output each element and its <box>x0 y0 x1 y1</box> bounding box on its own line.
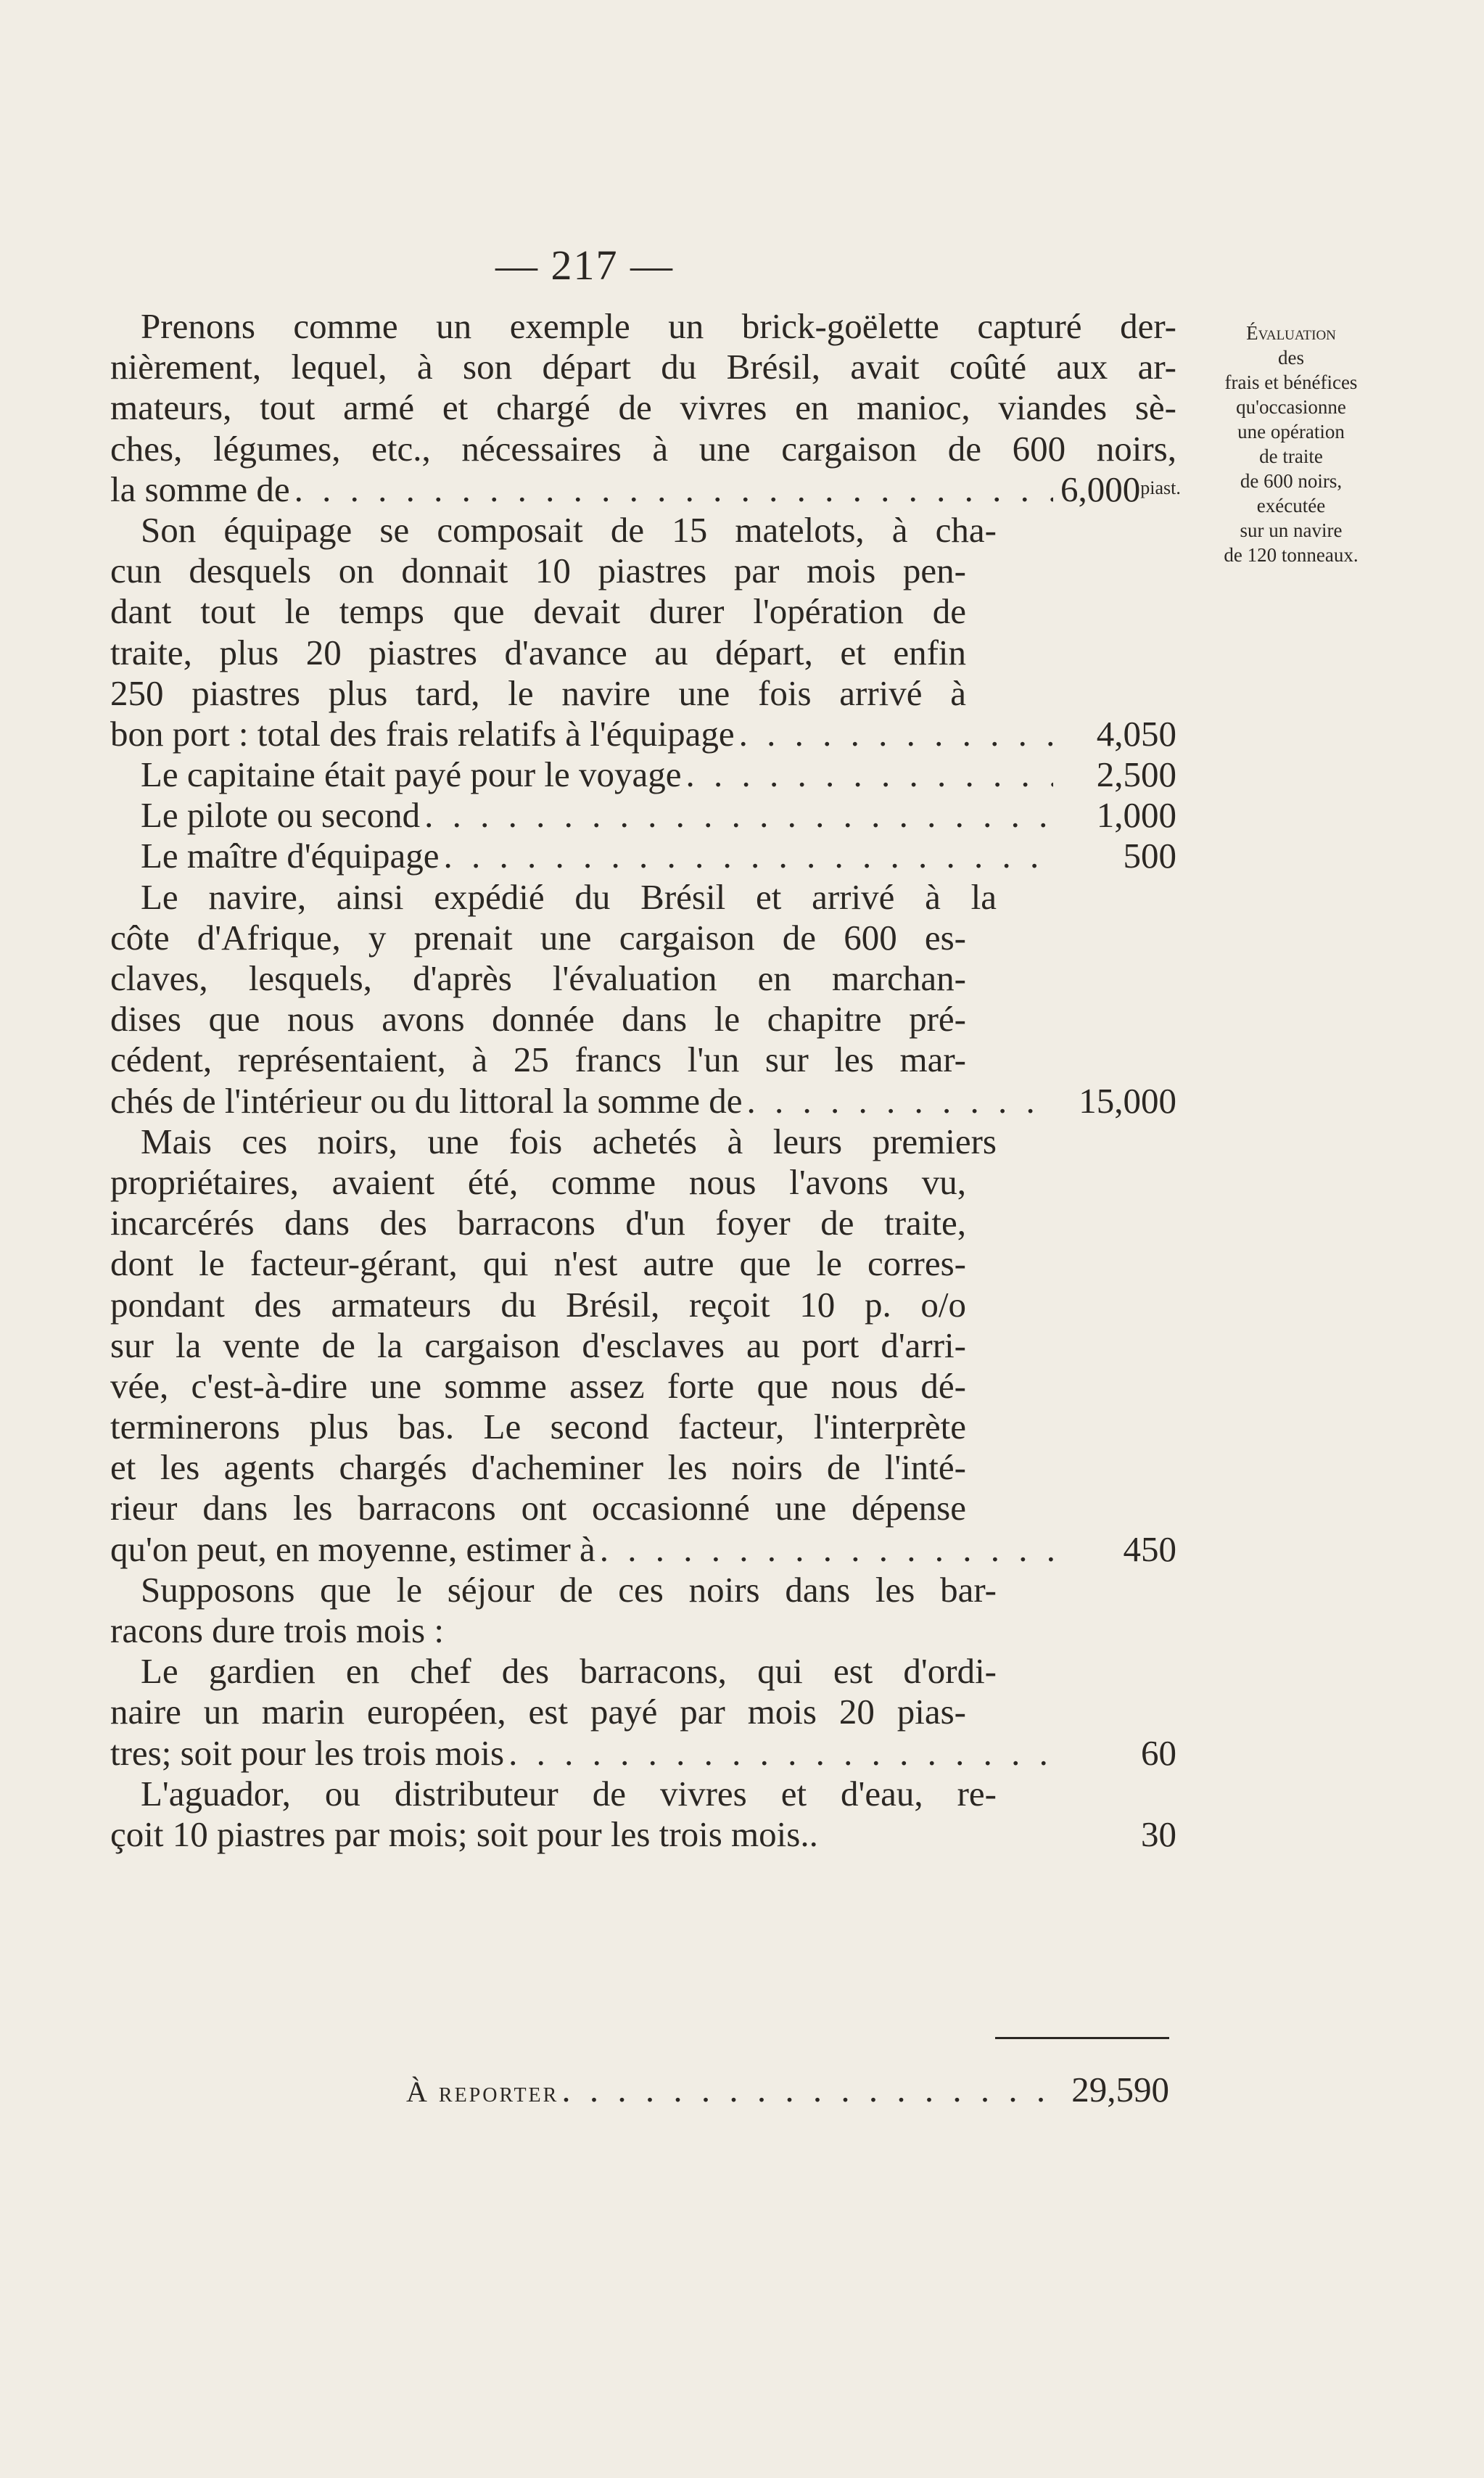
entry-amount: 15,000 <box>1079 1080 1176 1121</box>
body-text <box>110 306 1181 1855</box>
text-line: sur la vente de la cargaison d'esclaves au port d'arri- <box>110 1325 966 1365</box>
leader-dots <box>735 714 1053 754</box>
text-line: rieur dans les barracons ont occasionné une dépense <box>110 1488 966 1528</box>
text-line: naire un marin européen, est payé par mois 20 pias- <box>110 1692 966 1732</box>
ledger-entry <box>110 1081 1176 1121</box>
text-line: traite, plus 20 piastres d'avance au départ, et enfin <box>110 632 966 672</box>
text-line: Prenons comme un exemple un brick-goëlette capturé der- <box>141 306 1176 346</box>
margin-note-line: qu'occasionne <box>1236 396 1346 418</box>
ledger-entry <box>110 754 1176 795</box>
text-line: Le gardien en chef des barracons, qui est d'ordi- <box>141 1651 997 1692</box>
leader-dots <box>420 795 1053 836</box>
amount-value: 6,000 <box>1060 469 1141 509</box>
entry-amount <box>1060 469 1181 510</box>
carry-forward-total <box>406 2069 1169 2110</box>
entry-amount: 4,050 <box>1096 713 1176 754</box>
text-line: pondant des armateurs du Brésil, reçoit 10 p. o/o <box>110 1284 966 1325</box>
text-line: vée, c'est-à-dire une somme assez forte que nous dé- <box>110 1365 966 1406</box>
text-line: côte d'Afrique, y prenait une cargaison de 600 es- <box>110 917 966 958</box>
leader-dots <box>504 1733 1053 1774</box>
margin-note-line: de 120 tonneaux. <box>1224 544 1359 566</box>
text-line: incarcérés dans des barracons d'un foyer de traite, <box>110 1203 966 1243</box>
margin-note-line: de traite <box>1259 445 1323 467</box>
leader-dots <box>743 1081 1053 1121</box>
entry-amount: 30 <box>1141 1814 1176 1854</box>
text-line: mateurs, tout armé et chargé de vivres en manioc, viandes sè- <box>110 387 1176 428</box>
text-line: Supposons que le séjour de ces noirs dans les bar- <box>141 1569 997 1610</box>
text-line: Son équipage se composait de 15 matelots, à cha- <box>141 509 997 550</box>
entry-amount: 60 <box>1141 1732 1176 1773</box>
carry-forward-amount: 29,590 <box>1071 2070 1169 2109</box>
margin-note-line: frais et bénéfices <box>1224 371 1358 393</box>
entry-label: bon port : total des frais relatifs à l'équipage <box>110 713 735 754</box>
leader-dots <box>290 469 1053 510</box>
entry-amount: 1,000 <box>1096 795 1176 836</box>
text-line: 250 piastres plus tard, le navire une fois arrivé à <box>110 672 966 713</box>
text-line: racons dure trois mois : <box>110 1610 444 1650</box>
entry-label: qu'on peut, en moyenne, estimer à <box>110 1528 595 1569</box>
entry-amount: 450 <box>1123 1528 1176 1569</box>
margin-note-line: exécutée <box>1256 495 1326 516</box>
entry-label: Le maître d'équipage <box>141 836 440 876</box>
margin-note-line: des <box>1278 347 1304 369</box>
page-number: — 217 — <box>495 242 674 289</box>
entry-label: la somme de <box>110 469 290 509</box>
margin-note-line: Évaluation <box>1246 322 1336 344</box>
text-line: propriétaires, avaient été, comme nous l'avons vu, <box>110 1161 966 1202</box>
carry-forward-label: À reporter <box>406 2075 559 2108</box>
margin-note-line: sur un navire <box>1240 519 1343 541</box>
text-line: terminerons plus bas. Le second facteur, l'interprète <box>110 1407 966 1447</box>
text-line: ches, légumes, etc., nécessaires à une cargaison de 600 noirs, <box>110 428 1176 469</box>
margin-note <box>1204 321 1378 567</box>
entry-label: tres; soit pour les trois mois <box>110 1732 505 1773</box>
margin-note-line: une opération <box>1237 421 1345 442</box>
ledger-entry <box>110 1814 1176 1855</box>
ledger-entry <box>110 795 1176 836</box>
ledger-entry <box>110 469 1181 510</box>
margin-note-line: de 600 noirs, <box>1240 470 1343 492</box>
text-line: cédent, représentaient, à 25 francs l'un sur les mar- <box>110 1040 966 1080</box>
amount-unit: piast. <box>1140 477 1181 498</box>
text-line: dont le facteur-gérant, qui n'est autre que le corres- <box>110 1243 966 1284</box>
leader-dots <box>558 2069 1046 2110</box>
ledger-entry <box>110 714 1176 754</box>
ledger-entry <box>110 1733 1176 1774</box>
text-line: claves, lesquels, d'après l'évaluation en marchan- <box>110 958 966 998</box>
entry-label: chés de l'intérieur ou du littoral la somme de <box>110 1080 743 1121</box>
text-line: L'aguador, ou distributeur de vivres et d'eau, re- <box>141 1773 997 1814</box>
text-line: dises que nous avons donnée dans le chapitre pré- <box>110 999 966 1040</box>
ledger-entry <box>110 1529 1176 1570</box>
leader-dots <box>682 754 1053 795</box>
text-line: cun desquels on donnait 10 piastres par mois pen- <box>110 551 966 591</box>
entry-label: Le capitaine était payé pour le voyage <box>141 754 682 795</box>
entry-amount: 500 <box>1123 836 1176 876</box>
text-line: Le navire, ainsi expédié du Brésil et arrivé à la <box>141 876 997 917</box>
ledger-entry <box>110 836 1176 876</box>
sum-rule <box>995 2037 1169 2039</box>
text-line: nièrement, lequel, à son départ du Brésil, avait coûté aux ar- <box>110 347 1176 387</box>
leader-dots <box>440 836 1053 876</box>
text-line: Mais ces noirs, une fois achetés à leurs premiers <box>141 1121 997 1161</box>
text-line: et les agents chargés d'acheminer les noirs de l'inté- <box>110 1447 966 1488</box>
entry-label: çoit 10 piastres par mois; soit pour les trois mois.. <box>110 1814 818 1854</box>
entry-label: Le pilote ou second <box>141 795 421 836</box>
text-line: dant tout le temps que devait durer l'opération de <box>110 591 966 632</box>
entry-amount: 2,500 <box>1096 754 1176 795</box>
leader-dots <box>595 1529 1053 1570</box>
